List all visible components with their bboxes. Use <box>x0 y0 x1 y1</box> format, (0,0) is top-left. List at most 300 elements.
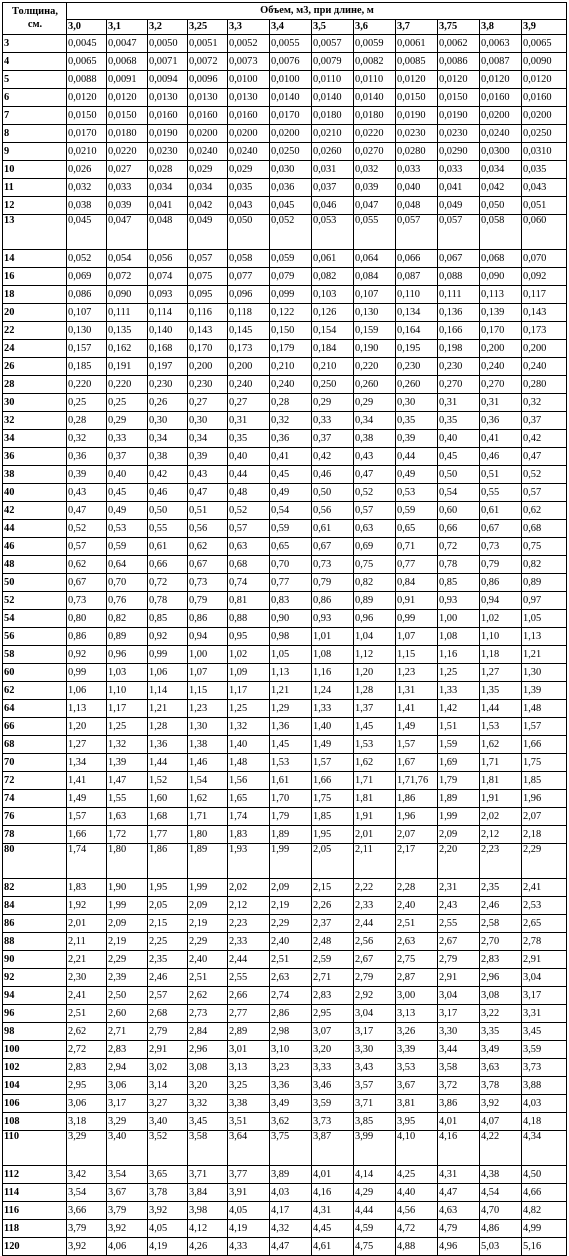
volume-cell: 2,18 <box>522 826 567 844</box>
volume-cell: 0,056 <box>148 250 188 268</box>
volume-cell: 0,026 <box>67 161 107 179</box>
volume-cell: 1,66 <box>67 826 107 844</box>
volume-cell: 1,60 <box>148 790 188 808</box>
volume-cell: 0,0085 <box>396 53 438 71</box>
volume-cell: 0,0240 <box>228 143 270 161</box>
thickness-unit: см. <box>27 19 43 30</box>
volume-cell: 2,96 <box>480 969 522 987</box>
volume-cell: 0,0150 <box>438 89 480 107</box>
volume-cell: 0,0087 <box>480 53 522 71</box>
volume-cell: 2,84 <box>188 1023 228 1041</box>
volume-cell: 1,42 <box>438 700 480 718</box>
volume-cell: 3,45 <box>522 1023 567 1041</box>
volume-cell: 0,240 <box>522 358 567 376</box>
volume-cell: 3,58 <box>188 1131 228 1166</box>
volume-cell: 0,042 <box>480 179 522 197</box>
volume-cell: 0,42 <box>522 430 567 448</box>
volume-cell: 2,56 <box>354 933 396 951</box>
volume-cell: 3,88 <box>522 1077 567 1095</box>
table-row <box>3 143 567 161</box>
volume-cell: 0,78 <box>148 592 188 610</box>
volume-cell: 0,070 <box>522 250 567 268</box>
volume-cell: 2,83 <box>67 1059 107 1077</box>
thickness-cell: 70 <box>3 754 67 772</box>
volume-cell: 0,077 <box>228 268 270 286</box>
volume-cell: 4,26 <box>188 1238 228 1256</box>
volume-cell: 3,59 <box>522 1041 567 1059</box>
volume-cell: 2,73 <box>188 1005 228 1023</box>
volume-cell: 0,0120 <box>522 71 567 89</box>
volume-cell: 0,66 <box>438 520 480 538</box>
volume-cell: 3,99 <box>354 1131 396 1166</box>
volume-cell: 0,79 <box>480 556 522 574</box>
table-row <box>3 71 567 89</box>
volume-cell: 2,17 <box>396 844 438 879</box>
length-header-cell: 3,5 <box>312 20 354 35</box>
volume-cell: 1,62 <box>188 790 228 808</box>
volume-cell: 2,19 <box>188 915 228 933</box>
volume-cell: 0,59 <box>270 520 312 538</box>
volume-cell: 4,05 <box>148 1220 188 1238</box>
volume-cell: 1,89 <box>188 844 228 879</box>
volume-cell: 1,13 <box>270 664 312 682</box>
volume-cell: 0,0100 <box>228 71 270 89</box>
volume-cell: 1,32 <box>107 736 148 754</box>
volume-cell: 1,10 <box>480 628 522 646</box>
volume-cell: 1,07 <box>396 628 438 646</box>
volume-cell: 0,44 <box>396 448 438 466</box>
volume-cell: 0,46 <box>480 448 522 466</box>
volume-cell: 3,23 <box>270 1059 312 1077</box>
volume-cell: 3,36 <box>270 1077 312 1095</box>
volume-cell: 1,95 <box>148 879 188 897</box>
volume-cell: 1,83 <box>67 879 107 897</box>
thickness-cell: 98 <box>3 1023 67 1041</box>
volume-cell: 1,86 <box>148 844 188 879</box>
table-row <box>3 987 567 1005</box>
volume-cell: 2,33 <box>354 897 396 915</box>
thickness-cell: 72 <box>3 772 67 790</box>
volume-cell: 3,07 <box>312 1023 354 1041</box>
volume-cell: 0,0057 <box>312 35 354 53</box>
thickness-cell: 108 <box>3 1113 67 1131</box>
volume-cell: 1,56 <box>228 772 270 790</box>
volume-cell: 0,54 <box>438 484 480 502</box>
volume-cell: 2,37 <box>312 915 354 933</box>
thickness-cell: 5 <box>3 71 67 89</box>
volume-cell: 0,68 <box>228 556 270 574</box>
volume-cell: 3,86 <box>438 1095 480 1113</box>
volume-cell: 0,89 <box>522 574 567 592</box>
volume-cell: 1,57 <box>312 754 354 772</box>
table-row <box>3 376 567 394</box>
volume-cell: 4,34 <box>522 1131 567 1166</box>
volume-cell: 2,83 <box>480 951 522 969</box>
thickness-cell: 12 <box>3 197 67 215</box>
thickness-cell: 24 <box>3 340 67 358</box>
volume-cell: 0,73 <box>312 556 354 574</box>
volume-cell: 0,60 <box>438 502 480 520</box>
volume-cell: 1,06 <box>67 682 107 700</box>
volume-cell: 0,033 <box>396 161 438 179</box>
volume-cell: 1,54 <box>188 772 228 790</box>
volume-cell: 1,33 <box>438 682 480 700</box>
volume-cell: 1,38 <box>188 736 228 754</box>
table-row <box>3 538 567 556</box>
volume-cell: 2,51 <box>188 969 228 987</box>
volume-cell: 3,44 <box>438 1041 480 1059</box>
volume-cell: 0,70 <box>107 574 148 592</box>
volume-cell: 0,54 <box>270 502 312 520</box>
volume-cell: 0,84 <box>396 574 438 592</box>
volume-cell: 0,260 <box>396 376 438 394</box>
volume-cell: 0,136 <box>438 304 480 322</box>
volume-cell: 1,24 <box>312 682 354 700</box>
volume-cell: 0,049 <box>438 197 480 215</box>
volume-cell: 0,0200 <box>522 107 567 125</box>
volume-cell: 0,032 <box>67 179 107 197</box>
volume-cell: 1,55 <box>107 790 148 808</box>
volume-cell: 4,32 <box>270 1220 312 1238</box>
table-row <box>3 268 567 286</box>
volume-cell: 0,42 <box>148 466 188 484</box>
volume-cell: 1,34 <box>67 754 107 772</box>
volume-cell: 2,74 <box>270 987 312 1005</box>
table-row <box>3 574 567 592</box>
table-row <box>3 1077 567 1095</box>
volume-cell: 2,02 <box>480 808 522 826</box>
volume-cell: 0,111 <box>107 304 148 322</box>
volume-cell: 2,31 <box>438 879 480 897</box>
volume-cell: 0,041 <box>148 197 188 215</box>
thickness-cell: 82 <box>3 879 67 897</box>
volume-cell: 0,040 <box>396 179 438 197</box>
volume-cell: 0,037 <box>312 179 354 197</box>
volume-cell: 3,89 <box>270 1166 312 1184</box>
thickness-cell: 54 <box>3 610 67 628</box>
volume-cell: 0,67 <box>188 556 228 574</box>
volume-cell: 0,93 <box>438 592 480 610</box>
volume-cell: 2,01 <box>354 826 396 844</box>
length-header-cell: 3,3 <box>228 20 270 35</box>
volume-cell: 1,95 <box>312 826 354 844</box>
thickness-cell: 68 <box>3 736 67 754</box>
volume-cell: 3,81 <box>396 1095 438 1113</box>
volume-cell: 0,079 <box>270 268 312 286</box>
volume-cell: 3,17 <box>107 1095 148 1113</box>
volume-cell: 0,200 <box>228 358 270 376</box>
volume-cell: 2,65 <box>522 915 567 933</box>
volume-cell: 2,05 <box>148 897 188 915</box>
volume-cell: 0,0130 <box>188 89 228 107</box>
volume-cell: 3,78 <box>480 1077 522 1095</box>
volume-cell: 2,29 <box>522 844 567 879</box>
table-row <box>3 502 567 520</box>
volume-cell: 0,0072 <box>188 53 228 71</box>
volume-cell: 4,10 <box>396 1131 438 1166</box>
volume-cell: 1,00 <box>438 610 480 628</box>
volume-cell: 0,85 <box>438 574 480 592</box>
volume-cell: 0,82 <box>522 556 567 574</box>
table-row <box>3 466 567 484</box>
volume-cell: 2,58 <box>480 915 522 933</box>
volume-cell: 1,41 <box>67 772 107 790</box>
volume-cell: 0,280 <box>522 376 567 394</box>
volume-cell: 3,04 <box>522 969 567 987</box>
volume-cell: 1,07 <box>188 664 228 682</box>
volume-cell: 0,46 <box>148 484 188 502</box>
volume-cell: 1,65 <box>228 790 270 808</box>
volume-cell: 0,52 <box>354 484 396 502</box>
volume-cell: 4,96 <box>438 1238 480 1256</box>
volume-cell: 0,55 <box>148 520 188 538</box>
table-row <box>3 897 567 915</box>
volume-cell: 3,42 <box>67 1166 107 1184</box>
thickness-cell: 76 <box>3 808 67 826</box>
volume-cell: 0,34 <box>354 412 396 430</box>
table-row <box>3 790 567 808</box>
volume-cell: 0,110 <box>396 286 438 304</box>
thickness-cell: 100 <box>3 1041 67 1059</box>
volume-cell: 1,05 <box>522 610 567 628</box>
table-row <box>3 430 567 448</box>
table-row <box>3 718 567 736</box>
volume-cell: 0,058 <box>228 250 270 268</box>
volume-cell: 0,43 <box>188 466 228 484</box>
volume-cell: 0,64 <box>107 556 148 574</box>
volume-cell: 0,73 <box>480 538 522 556</box>
volume-cell: 0,0190 <box>148 125 188 143</box>
volume-cell: 0,46 <box>312 466 354 484</box>
volume-cell: 0,44 <box>228 466 270 484</box>
volume-cell: 0,103 <box>312 286 354 304</box>
volume-cell: 0,50 <box>312 484 354 502</box>
volume-cell: 1,85 <box>522 772 567 790</box>
volume-cell: 0,25 <box>107 394 148 412</box>
volume-cell: 0,52 <box>67 520 107 538</box>
volume-cell: 4,25 <box>396 1166 438 1184</box>
volume-cell: 4,14 <box>354 1166 396 1184</box>
volume-cell: 1,13 <box>522 628 567 646</box>
volume-cell: 3,29 <box>107 1113 148 1131</box>
thickness-cell: 32 <box>3 412 67 430</box>
volume-cell: 2,55 <box>438 915 480 933</box>
volume-cell: 2,28 <box>396 879 438 897</box>
volume-cell: 2,43 <box>438 897 480 915</box>
volume-cell: 0,0200 <box>480 107 522 125</box>
volume-cell: 3,66 <box>67 1202 107 1220</box>
table-row <box>3 1095 567 1113</box>
volume-cell: 0,86 <box>67 628 107 646</box>
volume-cell: 0,73 <box>188 574 228 592</box>
volume-cell: 2,09 <box>188 897 228 915</box>
length-header-cell: 3,9 <box>522 20 567 35</box>
volume-cell: 0,092 <box>522 268 567 286</box>
volume-table <box>2 2 567 1256</box>
volume-cell: 0,054 <box>107 250 148 268</box>
volume-cell: 0,095 <box>188 286 228 304</box>
volume-cell: 4,72 <box>396 1220 438 1238</box>
volume-cell: 1,03 <box>107 664 148 682</box>
volume-cell: 0,049 <box>188 215 228 250</box>
volume-cell: 1,53 <box>354 736 396 754</box>
volume-cell: 0,185 <box>67 358 107 376</box>
volume-cell: 0,57 <box>354 502 396 520</box>
thickness-cell: 56 <box>3 628 67 646</box>
volume-cell: 2,07 <box>396 826 438 844</box>
volume-cell: 1,62 <box>480 736 522 754</box>
volume-cell: 3,79 <box>107 1202 148 1220</box>
volume-cell: 1,62 <box>354 754 396 772</box>
volume-cell: 0,031 <box>312 161 354 179</box>
volume-cell: 0,118 <box>228 304 270 322</box>
volume-cell: 0,0150 <box>396 89 438 107</box>
volume-cell: 3,25 <box>228 1077 270 1095</box>
volume-cell: 0,82 <box>107 610 148 628</box>
volume-cell: 0,033 <box>438 161 480 179</box>
volume-cell: 0,093 <box>148 286 188 304</box>
volume-cell: 3,62 <box>270 1113 312 1131</box>
table-row <box>3 520 567 538</box>
volume-cell: 3,95 <box>396 1113 438 1131</box>
volume-cell: 1,02 <box>228 646 270 664</box>
volume-cell: 1,77 <box>148 826 188 844</box>
thickness-cell: 64 <box>3 700 67 718</box>
table-row <box>3 808 567 826</box>
table-row <box>3 1184 567 1202</box>
volume-cell: 0,0061 <box>396 35 438 53</box>
thickness-cell: 30 <box>3 394 67 412</box>
volume-cell: 0,035 <box>522 161 567 179</box>
length-header-cell: 3,6 <box>354 20 396 35</box>
volume-cell: 0,130 <box>354 304 396 322</box>
volume-cell: 2,40 <box>270 933 312 951</box>
volume-cell: 0,068 <box>480 250 522 268</box>
volume-cell: 3,43 <box>354 1059 396 1077</box>
volume-cell: 1,27 <box>480 664 522 682</box>
volume-cell: 3,79 <box>67 1220 107 1238</box>
volume-cell: 0,0160 <box>480 89 522 107</box>
volume-cell: 0,0052 <box>228 35 270 53</box>
volume-cell: 4,12 <box>188 1220 228 1238</box>
volume-cell: 3,39 <box>396 1041 438 1059</box>
volume-cell: 5,16 <box>522 1238 567 1256</box>
volume-cell: 0,0180 <box>354 107 396 125</box>
volume-cell: 2,94 <box>107 1059 148 1077</box>
volume-cell: 0,055 <box>354 215 396 250</box>
volume-cell: 3,63 <box>480 1059 522 1077</box>
volume-cell: 0,090 <box>480 268 522 286</box>
volume-cell: 0,88 <box>228 610 270 628</box>
volume-cell: 0,76 <box>107 592 148 610</box>
volume-cell: 0,034 <box>480 161 522 179</box>
volume-cell: 0,36 <box>480 412 522 430</box>
volume-cell: 0,40 <box>438 430 480 448</box>
volume-cell: 3,59 <box>312 1095 354 1113</box>
volume-cell: 0,35 <box>228 430 270 448</box>
volume-cell: 2,46 <box>148 969 188 987</box>
volume-cell: 1,91 <box>480 790 522 808</box>
volume-cell: 3,71 <box>188 1166 228 1184</box>
volume-cell: 0,039 <box>107 197 148 215</box>
volume-cell: 0,86 <box>312 592 354 610</box>
volume-cell: 0,0045 <box>67 35 107 53</box>
thickness-cell: 50 <box>3 574 67 592</box>
volume-cell: 3,01 <box>228 1041 270 1059</box>
volume-cell: 2,87 <box>396 969 438 987</box>
table-row <box>3 736 567 754</box>
volume-cell: 0,98 <box>270 628 312 646</box>
table-row <box>3 879 567 897</box>
table-row <box>3 304 567 322</box>
volume-cell: 0,210 <box>312 358 354 376</box>
volume-cell: 1,36 <box>270 718 312 736</box>
volume-cell: 2,11 <box>67 933 107 951</box>
thickness-cell: 84 <box>3 897 67 915</box>
volume-cell: 0,043 <box>228 197 270 215</box>
volume-cell: 1,27 <box>67 736 107 754</box>
volume-cell: 1,59 <box>438 736 480 754</box>
volume-cell: 1,25 <box>107 718 148 736</box>
volume-cell: 3,30 <box>354 1041 396 1059</box>
volume-cell: 3,22 <box>480 1005 522 1023</box>
volume-cell: 0,32 <box>522 394 567 412</box>
volume-cell: 1,72 <box>107 826 148 844</box>
volume-cell: 0,057 <box>188 250 228 268</box>
volume-cell: 0,49 <box>270 484 312 502</box>
volume-cell: 0,82 <box>354 574 396 592</box>
length-header-cell: 3,8 <box>480 20 522 35</box>
thickness-cell: 46 <box>3 538 67 556</box>
volume-cell: 0,173 <box>228 340 270 358</box>
volume-cell: 0,41 <box>270 448 312 466</box>
volume-cell: 0,63 <box>228 538 270 556</box>
volume-cell: 2,70 <box>480 933 522 951</box>
volume-cell: 0,0250 <box>270 143 312 161</box>
volume-cell: 1,71,76 <box>396 772 438 790</box>
volume-cell: 0,0200 <box>188 125 228 143</box>
length-header-cell: 3,1 <box>107 20 148 35</box>
volume-cell: 1,66 <box>522 736 567 754</box>
volume-cell: 3,08 <box>188 1059 228 1077</box>
volume-cell: 1,79 <box>438 772 480 790</box>
volume-cell: 5,03 <box>480 1238 522 1256</box>
volume-cell: 1,09 <box>228 664 270 682</box>
volume-cell: 0,57 <box>228 520 270 538</box>
volume-cell: 1,12 <box>354 646 396 664</box>
volume-cell: 0,0094 <box>148 71 188 89</box>
volume-cell: 1,25 <box>228 700 270 718</box>
volume-cell: 0,78 <box>438 556 480 574</box>
volume-cell: 0,0120 <box>396 71 438 89</box>
volume-cell: 0,270 <box>480 376 522 394</box>
volume-cell: 0,0047 <box>107 35 148 53</box>
volume-cell: 2,39 <box>107 969 148 987</box>
volume-cell: 0,034 <box>148 179 188 197</box>
volume-cell: 0,99 <box>148 646 188 664</box>
volume-cell: 2,57 <box>148 987 188 1005</box>
volume-cell: 1,92 <box>67 897 107 915</box>
volume-cell: 0,157 <box>67 340 107 358</box>
volume-cell: 0,164 <box>396 322 438 340</box>
volume-cell: 2,29 <box>270 915 312 933</box>
table-row <box>3 844 567 879</box>
volume-cell: 0,048 <box>148 215 188 250</box>
volume-cell: 0,67 <box>480 520 522 538</box>
volume-cell: 0,240 <box>228 376 270 394</box>
table-row <box>3 161 567 179</box>
volume-cell: 0,0160 <box>148 107 188 125</box>
